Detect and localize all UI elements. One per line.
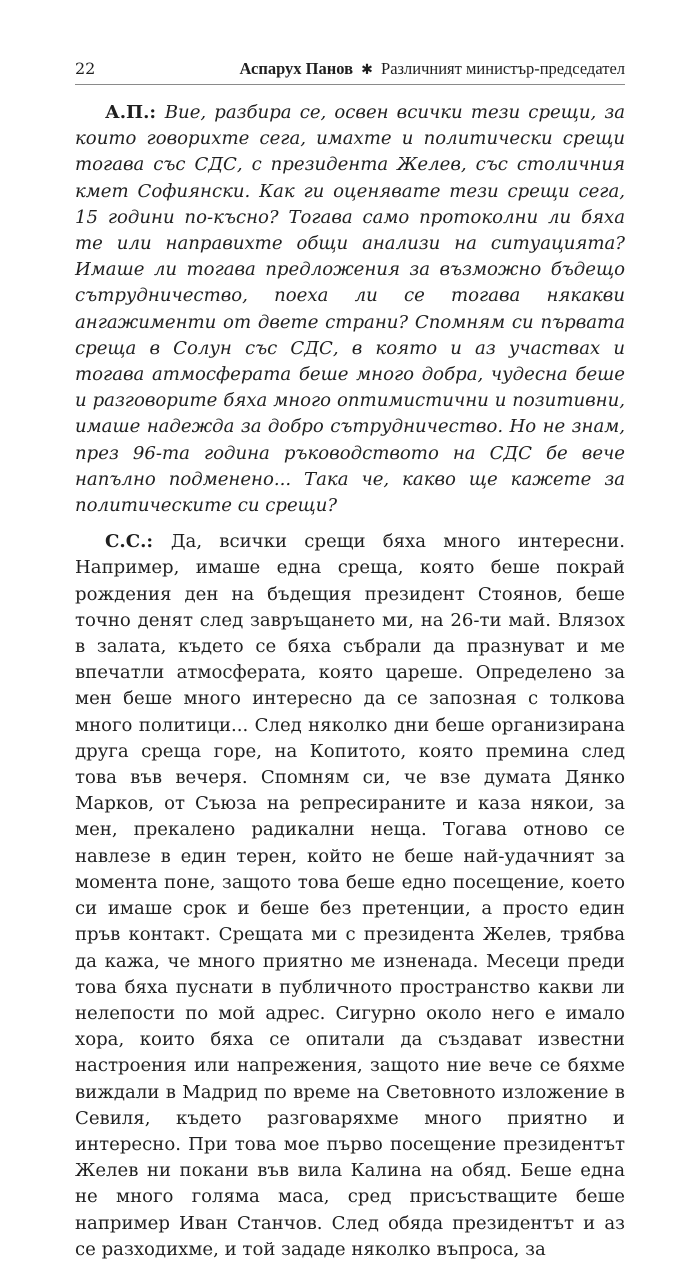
header-title-group: [240, 58, 625, 82]
interview-answer-paragraph: [75, 529, 625, 1263]
asterisk-separator-icon: ✱: [361, 63, 373, 78]
header-author: Аспарух Панов: [239, 59, 354, 78]
interview-question-paragraph: [75, 100, 625, 519]
header-book-title: Различният министър-председател: [381, 59, 625, 78]
question-text: Вие, разбира се, освен всички тези срещи, за които говорихте сега, имахте и политически срещи тогава със СДС, с президента Желев, със столичния кмет Софиянски. Как ги оценявате тези срещи сега, 15 години по-късно? Тогава само протоколни ли бяха те или направихте общи анализи на ситуацията? Имаше ли тогава предложения за възможно бъдещо сътрудничество, поеха ли се тогава някакви ангажименти от двете страни? Спомням си първата среща в Солун със СДС, в която и аз участвах и тогава атмосферата беше много добра, чудесна беше и разговорите бяха много оптимистични и позитивни, имаше надежда за добро сътрудничество. Но не знам, през 96-та година ръководството на СДС бе вече напълно подменено... Така че, какво ще кажете за политическите си срещи?: [75, 102, 626, 517]
page-number: 22: [75, 59, 96, 78]
running-header: [75, 58, 625, 85]
question-speaker-label: А.П.:: [105, 102, 165, 123]
body-text: [75, 100, 625, 1263]
answer-text: Да, всички срещи бяха много интересни. Например, имаше една среща, която беше покрай рождения ден на бъдещия президент Стоянов, беше точно денят след завръщането ми, на 26-ти май. Влязох в залата, където се бяха събрали да празнуват и ме впечатли атмосферата, която цареше. Определено за мен беше много интересно да се запозная с толкова много политици... След няколко дни беше организирана друга среща горе, на Копитото, която премина след това във вечеря. Спомням си, че взе думата Дянко Марков, от Съюза на репресираните и каза някои, за мен, прекалено радикални неща. Тогава отново се навлезе в един терен, който не беше най-удачният за момента поне, защото това беше едно посещение, което си имаше срок и беше без претенции, а просто един пръв контакт. Срещата ми с президента Желев, трябва да кажа, че много приятно ме изненада. Месеци преди това бяха пуснати в публичното пространство какви ли нелепости по мой адрес. Сигурно около него е имало хора, които бяха се опитали да създават известни настроения или напрежения, защото ние вече се бяхме виждали в Мадрид по време на Световното изложение в Севиля, където разговаряхме много приятно и интересно. При това мое първо посещение президентът Желев ни покани във вила Калина на обяд. Беше една не много голяма маса, сред присъстващите беше например Иван Станчов. След обяда президентът и аз се разходихме, и той зададе няколко въпроса, за: [75, 531, 625, 1260]
answer-speaker-label: С.С.:: [105, 531, 171, 553]
